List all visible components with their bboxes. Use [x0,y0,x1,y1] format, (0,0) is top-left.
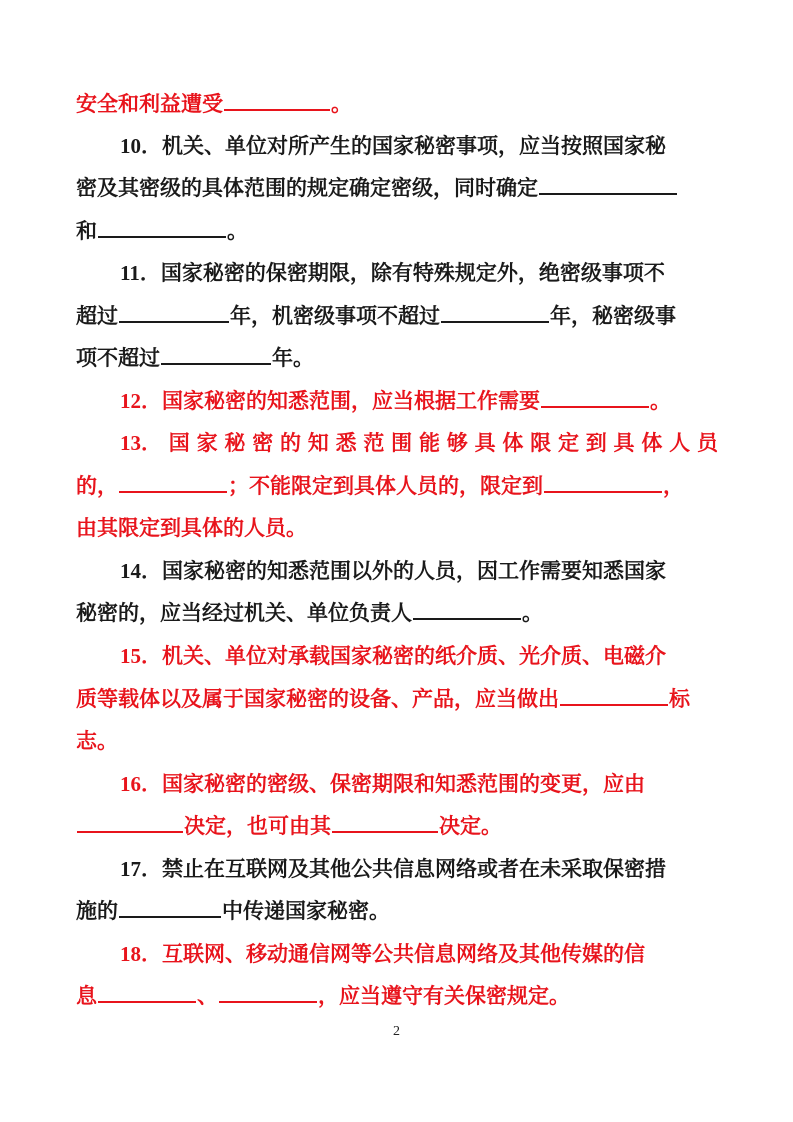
answer-blank[interactable] [161,345,271,365]
text-char: 家 [196,431,218,455]
text-char: 具 [613,431,635,455]
text-char: 体 [641,431,663,455]
question-18-line-1 [120,932,718,976]
text-char: 知 [307,431,329,455]
text-char: 的 [279,431,301,455]
question-12 [120,379,718,423]
question-11-line-2 [76,294,718,338]
question-10-line-2 [76,166,718,210]
question-number: 13． [120,431,162,455]
text-segment: 禁止在互联网及其他公共信息网络或者在未采取保密措 [162,857,666,881]
text-char: 范 [363,431,385,455]
text-char: 够 [446,431,468,455]
question-number: 15． [120,644,162,668]
text-char: 悉 [335,431,357,455]
text-char: 国 [168,431,190,455]
text-segment: 互联网、移动通信网等公共信息网络及其他传媒的信 [162,942,645,966]
text-segment: 密及其密级的具体范围的规定确定密级，同时确定 [76,176,538,200]
text-segment: 。 [331,92,352,116]
text-segment: 志。 [76,729,118,753]
text-segment: ；不能限定到具体人员的，限定到 [228,474,543,498]
question-11-line-1 [120,251,718,295]
text-segment: 国家秘密的密级、保密期限和知悉范围的变更，应由 [162,772,645,796]
text-segment: 年。 [272,346,314,370]
text-segment: 国家秘密的知悉范围以外的人员，因工作需要知悉国家 [162,559,666,583]
text-char: 到 [585,431,607,455]
text-segment: 息 [76,984,97,1008]
question-number: 18． [120,942,162,966]
answer-blank[interactable] [119,898,221,918]
question-15-line-2 [76,677,718,721]
question-17-line-2 [76,889,718,933]
text-char: 定 [557,431,579,455]
text-char: 体 [502,431,524,455]
text-segment: 。 [227,219,248,243]
answer-blank[interactable] [219,983,317,1003]
question-18-line-2 [76,974,718,1018]
text-segment: 标 [669,687,690,711]
text-char: 密 [252,431,274,455]
question-13-line-3 [76,506,718,550]
answer-blank[interactable] [544,473,662,493]
text-char: 秘 [224,431,246,455]
text-char: 具 [474,431,496,455]
text-segment: 决定。 [439,814,502,838]
question-number: 12． [120,389,162,413]
answer-blank[interactable] [332,813,438,833]
text-segment: 超过 [76,304,118,328]
question-16-line-2 [76,804,718,848]
text-segment: 质等载体以及属于国家秘密的设备、产品，应当做出 [76,687,559,711]
text-char: 限 [530,431,552,455]
question-14-line-1 [120,549,718,593]
question-15-line-1 [120,634,718,678]
answer-blank[interactable] [413,600,521,620]
text-segment: 秘密的，应当经过机关、单位负责人 [76,601,412,625]
text-char: 能 [418,431,440,455]
question-number: 11． [120,261,161,285]
text-char: 员 [696,431,718,455]
question-15-line-3 [76,719,718,763]
question-13-line-2 [76,464,718,508]
answer-blank[interactable] [541,388,649,408]
text-segment: 和 [76,219,97,243]
text-segment: 安全和利益遭受 [76,92,223,116]
question-17-line-1 [120,847,718,891]
question-9-continuation [76,82,718,126]
answer-blank[interactable] [224,91,330,111]
answer-blank[interactable] [119,473,227,493]
text-char: 围 [391,431,413,455]
text-segment: 项不超过 [76,346,160,370]
question-16-line-1 [120,762,718,806]
text-segment: 机关、单位对所产生的国家秘密事项，应当按照国家秘 [162,134,666,158]
text-segment: 年，秘密级事 [550,304,676,328]
question-number: 16． [120,772,162,796]
answer-blank[interactable] [77,813,183,833]
text-segment: 施的 [76,899,118,923]
answer-blank[interactable] [560,686,668,706]
text-segment: 。 [650,389,671,413]
question-number: 14． [120,559,162,583]
text-segment: 机关、单位对承载国家秘密的纸介质、光介质、电磁介 [162,644,666,668]
question-number: 10． [120,134,162,158]
text-segment: 由其限定到具体的人员。 [76,516,307,540]
answer-blank[interactable] [119,303,229,323]
question-number: 17． [120,857,162,881]
text-segment: 中传递国家秘密。 [222,899,390,923]
page-number: 2 [393,1024,400,1039]
question-10-line-3 [76,209,718,253]
text-segment: 的， [76,474,118,498]
text-segment: ，应当遵守有关保密规定。 [318,984,570,1008]
question-11-line-3 [76,336,718,380]
answer-blank[interactable] [98,983,196,1003]
question-14-line-2 [76,591,718,635]
text-segment: 国家秘密的保密期限，除有特殊规定外，绝密级事项不 [160,261,665,285]
text-segment: ， [663,474,684,498]
text-segment: 、 [197,984,218,1008]
text-char: 人 [669,431,691,455]
text-segment: 年，机密级事项不超过 [230,304,440,328]
text-segment: 。 [522,601,543,625]
answer-blank[interactable] [98,218,226,238]
question-13-line-1 [120,421,718,465]
text-segment: 决定，也可由其 [184,814,331,838]
answer-blank[interactable] [539,175,677,195]
text-segment: 国家秘密的知悉范围，应当根据工作需要 [162,389,540,413]
answer-blank[interactable] [441,303,549,323]
question-10-line-1 [120,124,718,168]
